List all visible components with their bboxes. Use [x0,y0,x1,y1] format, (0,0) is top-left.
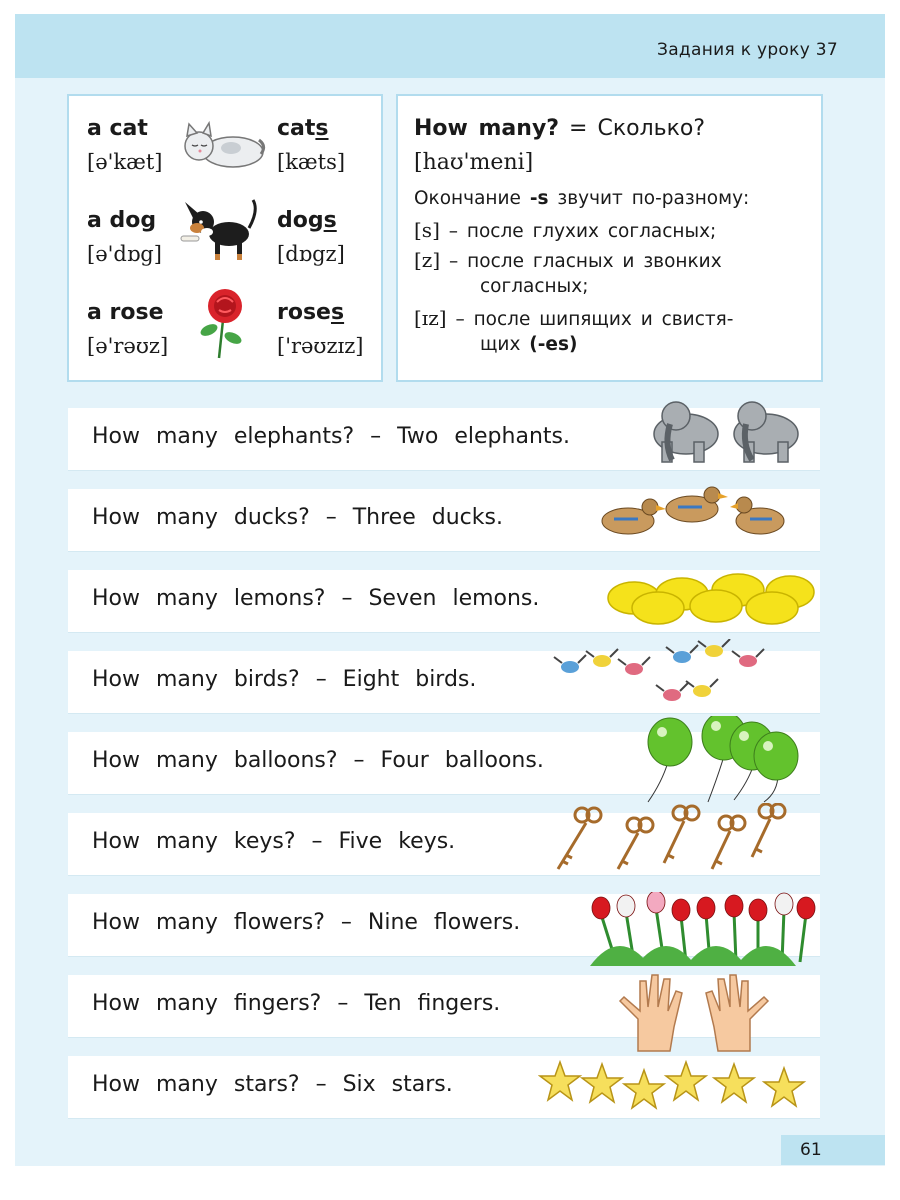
rule-question-ipa: [haʊ'meni] [414,150,534,175]
sentence-text: How many lemons? – Seven lemons. [92,586,540,611]
elephants-icon [642,394,812,466]
vocab-plural: dogs [277,208,337,233]
tulips-icon [586,892,816,972]
sentence-text: How many fingers? – Ten fingers. [92,991,501,1016]
sentence-text: How many flowers? – Nine flowers. [92,910,521,935]
sentence-row [68,975,820,1037]
ducks-icon [594,483,794,549]
vocab-plural-ipa: [kæts] [277,150,346,174]
sentence-row [68,894,820,956]
sentence-text: How many elephants? – Two elephants. [92,424,570,449]
vocab-plural: cats [277,116,329,141]
balloons-icon [628,716,808,808]
page-header-title: Задания к уроку 37 [657,40,838,60]
rule-question-line: How many? = Сколько? [414,116,706,141]
rule-s: [s] – после глухих согласных; [414,218,717,242]
vocabulary-box [67,94,383,382]
rule-iz-cont: щих (-es) [480,334,578,355]
vocab-plural-ipa: [dɒgz] [277,242,345,266]
stars-icon [538,1060,814,1116]
rule-z: [z] – после гласных и звонких [414,248,722,272]
rule-z-cont: согласных; [480,276,589,297]
birds-icon [552,639,788,717]
vocab-singular: a rose [87,300,164,325]
cat-icon [175,118,267,170]
dog-icon [179,196,261,264]
rule-box [396,94,823,382]
lemons-icon [606,572,816,630]
sentence-row [68,651,820,713]
rose-icon [199,286,255,360]
sentence-row [68,489,820,551]
vocab-singular: a dog [87,208,157,233]
page-number-tab [781,1135,885,1165]
sentence-row [68,813,820,875]
sentence-row [68,408,820,470]
sentence-text: How many ducks? – Three ducks. [92,505,503,530]
sentence-text: How many keys? – Five keys. [92,829,456,854]
sentence-text: How many stars? – Six stars. [92,1072,453,1097]
sentence-row [68,570,820,632]
vocab-plural-ipa: ['rəʊzɪz] [277,334,364,358]
keys-icon [548,803,792,875]
rule-iz: [ɪz] – после шипящих и свистя- [414,306,734,330]
hands-icon [600,967,790,1057]
sentence-row [68,1056,820,1118]
sentence-text: How many birds? – Eight birds. [92,667,477,692]
sentence-row [68,732,820,794]
vocab-singular-ipa: [ə'dɒg] [87,242,162,266]
vocab-singular-ipa: [ə'kæt] [87,150,163,174]
page-number: 61 [800,1140,822,1160]
sentence-text: How many balloons? – Four balloons. [92,748,544,773]
vocab-singular-ipa: [ə'rəʊz] [87,334,169,358]
rule-intro: Окончание -s звучит по-разному: [414,188,750,209]
vocab-singular: a cat [87,116,148,141]
vocab-plural: roses [277,300,345,325]
